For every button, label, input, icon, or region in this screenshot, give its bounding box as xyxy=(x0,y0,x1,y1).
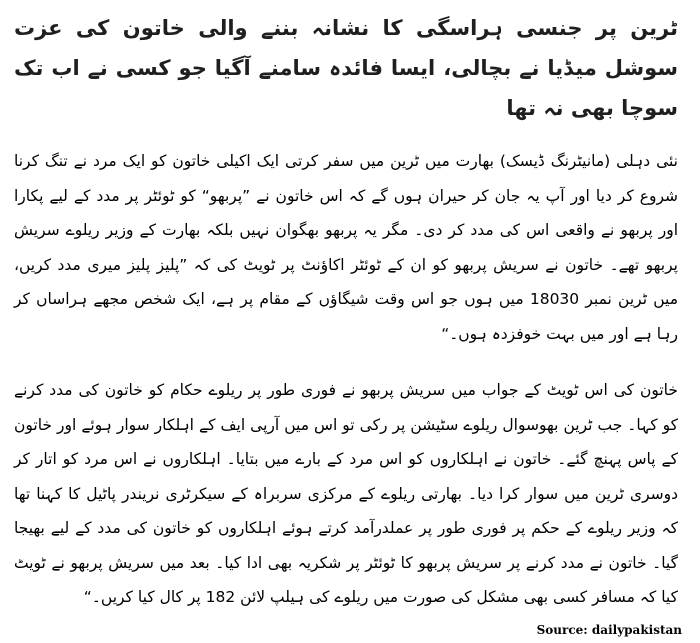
article-paragraph-1: نئی دہلی (مانیٹرنگ ڈیسک) بھارت میں ٹرین میں سفر کرتی ایک اکیلی خاتون کو ایک مرد نے تنگ کرنا شروع کر دیا اور آپ یہ جان کر حیران ہوں گے کہ اس خاتون نے ”پربھو“ کو ٹوئٹر پر مدد کے لیے پکارا اور پربھو نے واقعی اس کی مدد کر دی۔ مگر یہ پربھو بھگوان نہیں بلکہ بھارت کے وزیر ریلوے سریش پربھو تھے۔ خاتون نے سریش پربھو کو ان کے ٹوئٹر اکاﺅنٹ پر ٹویٹ کی کہ ”پلیز پلیز میری مدد کریں، میں ٹرین نمبر 18030 میں ہوں جو اس وقت شیگاﺅں کے مقام پر ہے، ایک شخص مجھے ہراساں کر رہا ہے اور میں بہت خوفزدہ ہوں۔“ xyxy=(14,152,678,343)
news-article xyxy=(14,8,678,615)
article-headline: ٹرین پر جنسی ہراسگی کا نشانہ بننے والی خاتون کی عزت سوشل میڈیا نے بچالی، ایسا فائدہ سامنے آگیا جو کسی نے اب تک سوچا بھی نہ تھا xyxy=(14,16,678,120)
article-paragraph-2: خاتون کی اس ٹویٹ کے جواب میں سریش پربھو نے فوری طور پر ریلوے حکام کو خاتون کی مدد کرنے کو کہا۔ جب ٹرین بھوسوال ریلوے سٹیشن پر رکی تو اس میں آرپی ایف کے اہلکار سوار ہوئے اور خاتون کے پاس پہنچ گئے۔ خاتون نے اہلکاروں کو اس مرد کے بارے میں بتایا۔ اہلکاروں نے اس مرد کو اتار کر دوسری ٹرین میں سوار کرا دیا۔ بھارتی ریلوے کے مرکزی سربراہ کے سیکرٹری نریندر پاٹیل کا کہنا تھا کہ وزیر ریلوے کے حکم پر فوری طور پر عملدرآمد کرتے ہوئے اہلکاروں کو خاتون کی مدد کے لیے بھیجا گیا۔ خاتون نے مدد کرنے پر سریش پربھو کا ٹوئٹر پر شکریہ بھی ادا کیا۔ بعد میں سریش پربھو نے ٹویٹ کیا کہ مسافر کسی بھی مشکل کی صورت میں ریلوے کی ہیلپ لائن 182 پر کال کیا کریں۔“ xyxy=(14,381,678,606)
source-credit: Source: dailypakistan xyxy=(536,623,682,637)
